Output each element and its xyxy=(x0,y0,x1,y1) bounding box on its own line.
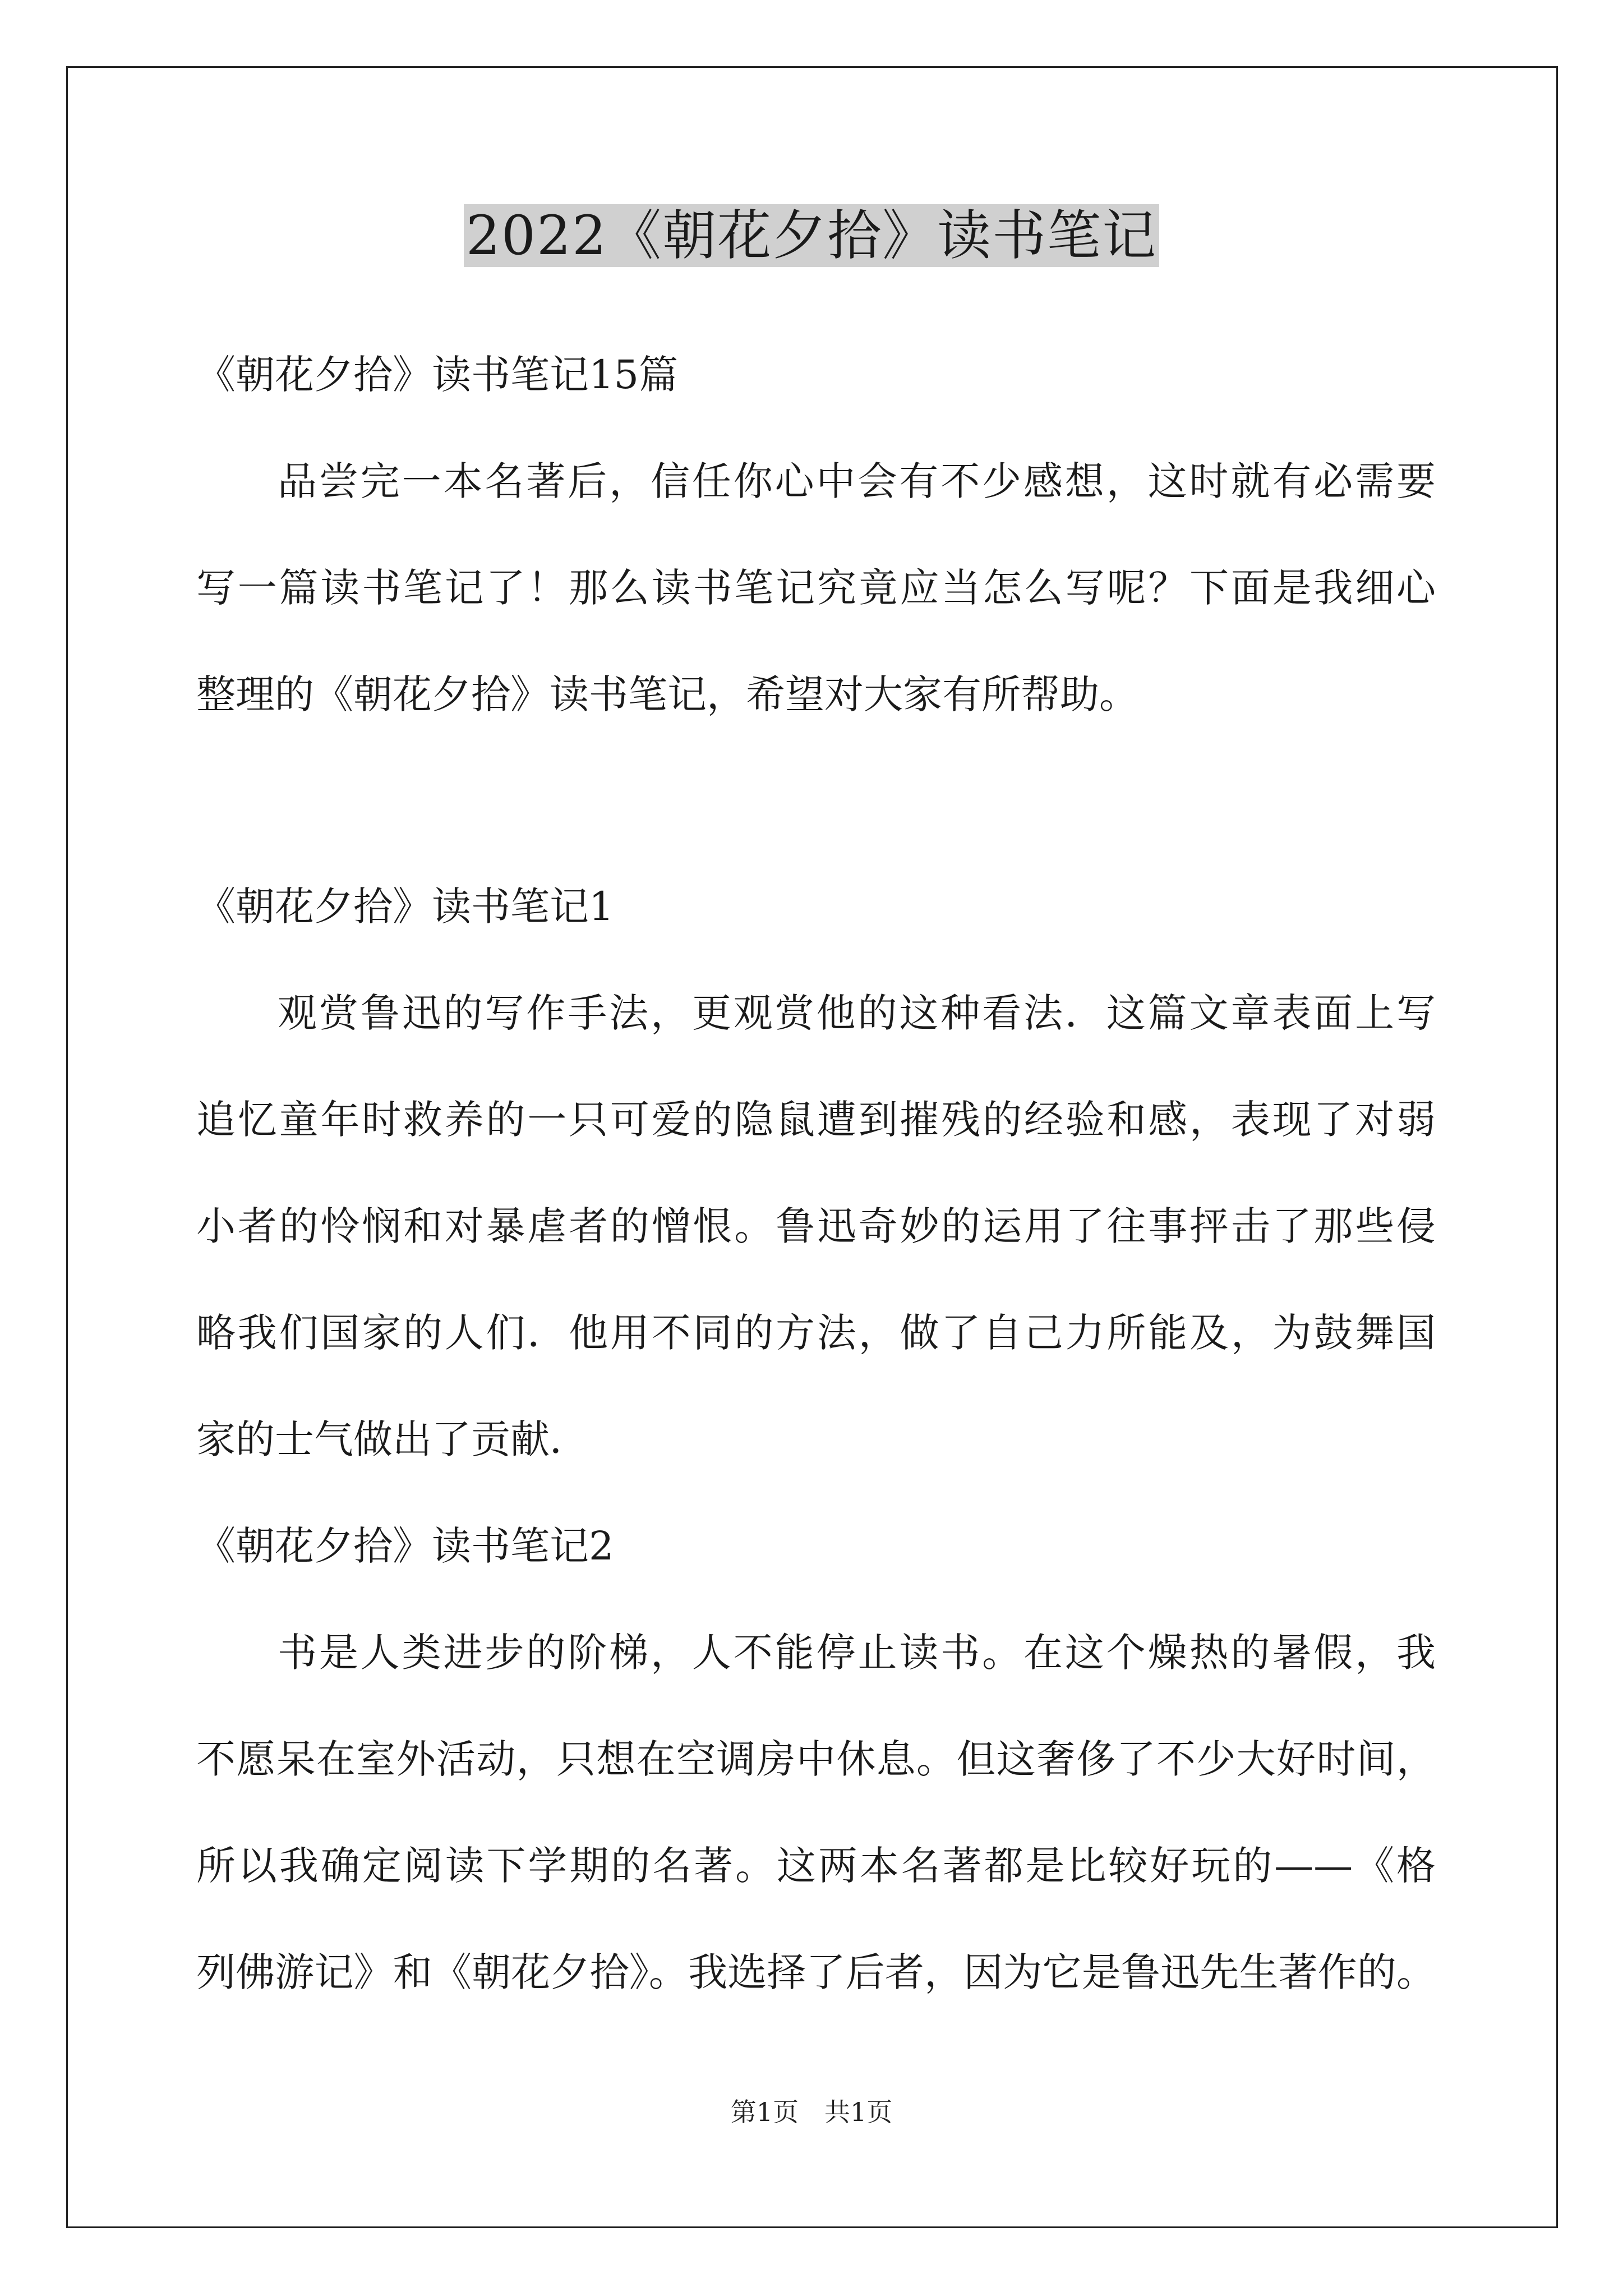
intro-line-1: 品尝完一本名著后，信任你心中会有不少感想，这时就有必需要 xyxy=(278,458,1436,504)
section-1-line-3: 小者的怜悯和对暴虐者的憎恨。鲁迅奇妙的运用了往事抨击了那些侵 xyxy=(196,1203,1436,1249)
page-footer: 第1页 共1页 xyxy=(730,2097,893,2127)
section-1-line-2: 追忆童年时救养的一只可爱的隐鼠遭到摧残的经验和感，表现了对弱 xyxy=(196,1097,1436,1143)
section-2-line-1: 书是人类进步的阶梯，人不能停止读书。在这个燥热的暑假，我 xyxy=(278,1630,1436,1676)
document-title xyxy=(0,196,1623,275)
intro-line-3: 整理的《朝花夕拾》读书笔记，希望对大家有所帮助。 xyxy=(196,671,1138,717)
intro-line-2: 写一篇读书笔记了！那么读书笔记究竟应当怎么写呢？下面是我细心 xyxy=(196,565,1436,611)
section-2-line-2: 不愿呆在室外活动，只想在空调房中休息。但这奢侈了不少大好时间， xyxy=(196,1736,1436,1782)
section-2-line-3: 所以我确定阅读下学期的名著。这两本名著都是比较好玩的——《格 xyxy=(196,1843,1436,1889)
section-1-heading: 《朝花夕拾》读书笔记1 xyxy=(196,884,614,930)
section-2-heading: 《朝花夕拾》读书笔记2 xyxy=(196,1523,614,1569)
section-1-line-4: 略我们国家的人们．他用不同的方法，做了自己力所能及，为鼓舞国 xyxy=(196,1310,1436,1356)
intro-heading: 《朝花夕拾》读书笔记15篇 xyxy=(196,352,679,398)
section-1-line-1: 观赏鲁迅的写作手法，更观赏他的这种看法．这篇文章表面上写 xyxy=(278,990,1436,1036)
document-title-text: 2022《朝花夕拾》读书笔记 xyxy=(464,204,1159,267)
section-2-line-4: 列佛游记》和《朝花夕拾》。我选择了后者，因为它是鲁迅先生著作的。 xyxy=(196,1949,1436,1995)
section-1-line-5: 家的士气做出了贡献． xyxy=(196,1416,589,1462)
